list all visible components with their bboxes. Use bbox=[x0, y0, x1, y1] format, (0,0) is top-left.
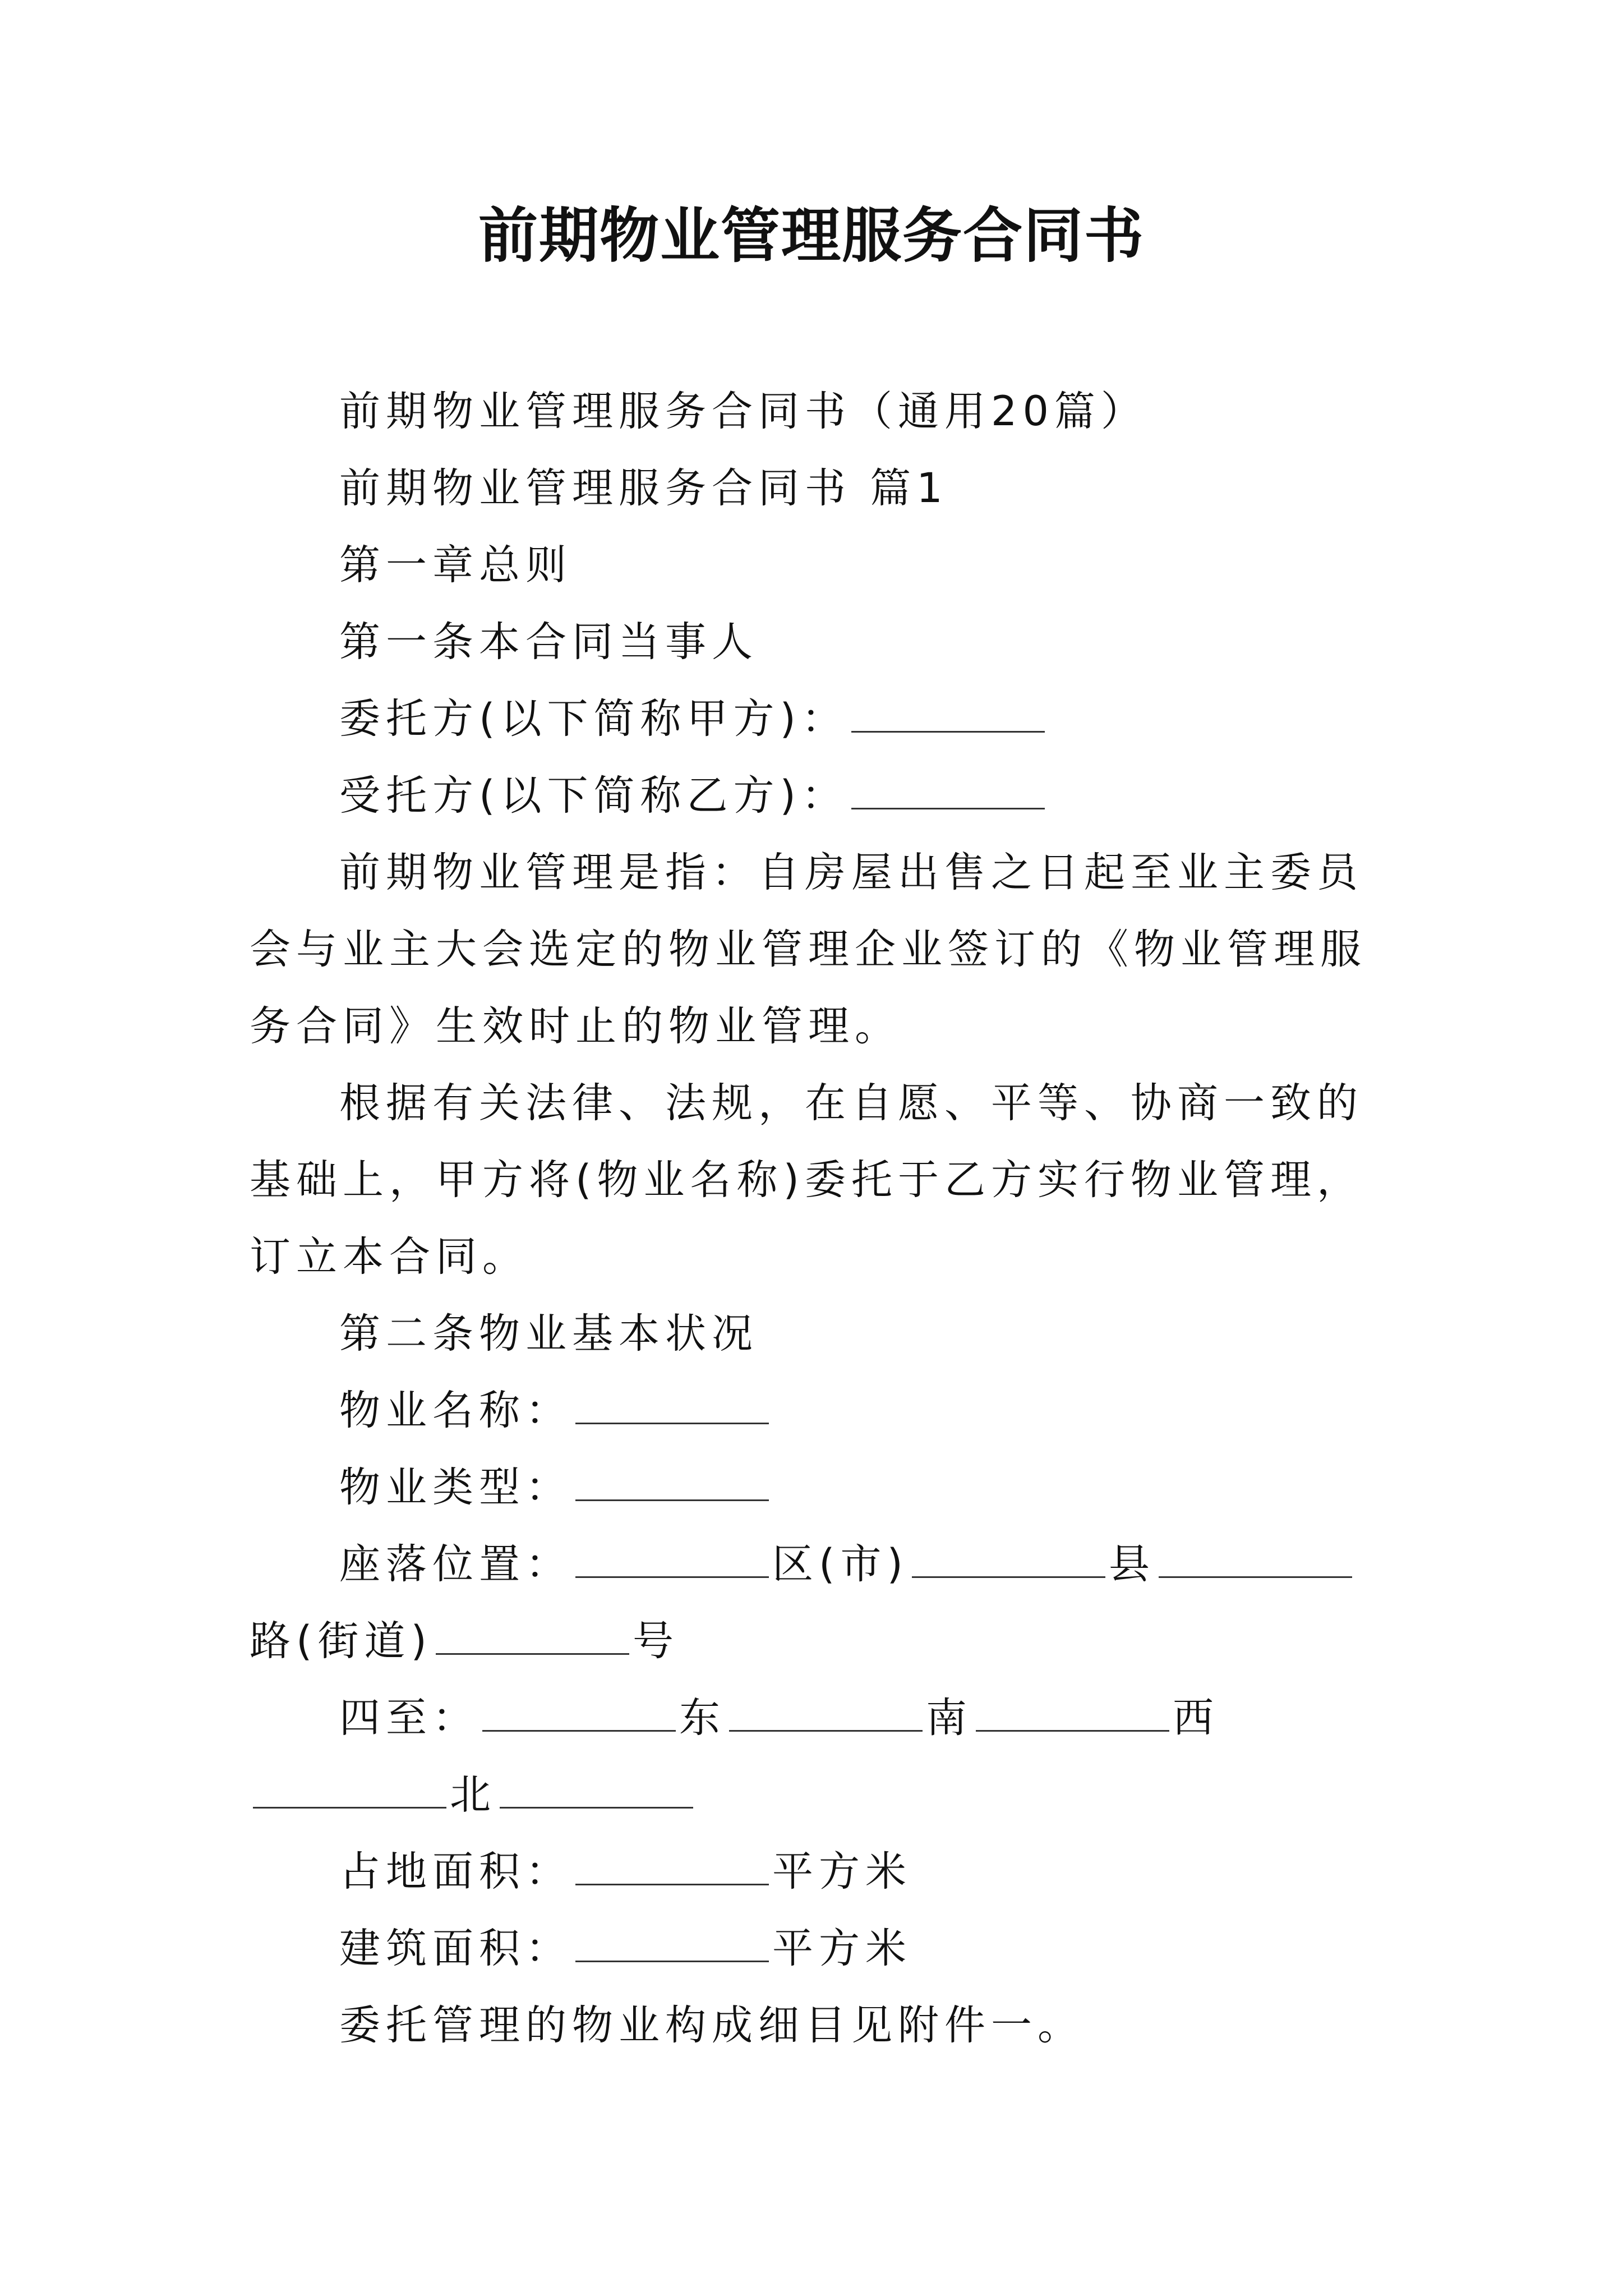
bounds-blank-5 bbox=[500, 1805, 693, 1809]
land-area-line bbox=[250, 1833, 1388, 1910]
land-area-label: 占地面积： bbox=[339, 1848, 572, 1895]
location-road: 路(街道) bbox=[250, 1617, 432, 1665]
location-blank-2 bbox=[912, 1574, 1105, 1578]
party-b-line bbox=[250, 757, 1388, 834]
bounds-line bbox=[250, 1680, 1388, 1833]
building-area-line bbox=[250, 1910, 1388, 1987]
building-area-label: 建筑面积： bbox=[339, 1925, 572, 1972]
building-area-unit: 平方米 bbox=[772, 1925, 912, 1972]
bounds-blank-2 bbox=[729, 1728, 923, 1732]
bounds-blank-1 bbox=[482, 1728, 676, 1732]
document-title: 前期物业管理服务合同书 bbox=[478, 200, 1145, 270]
location-blank-4 bbox=[436, 1651, 629, 1655]
location-blank-1 bbox=[575, 1574, 769, 1578]
definition-paragraph: 前期物业管理是指：自房屋出售之日起至业主委员会与业主大会选定的物业管理企业签订的《物业管理服务合同》生效时止的物业管理。 bbox=[250, 849, 1367, 1050]
subtitle-line: 前期物业管理服务合同书（通用20篇） bbox=[339, 388, 1147, 435]
party-a-line bbox=[250, 680, 1388, 757]
location-district: 区(市) bbox=[772, 1540, 909, 1588]
property-name-blank bbox=[575, 1420, 769, 1424]
bound-south: 南 bbox=[926, 1694, 972, 1742]
party-a-label: 委托方(以下简称甲方)： bbox=[339, 695, 848, 743]
property-type-blank bbox=[575, 1497, 769, 1501]
bounds-label: 四至： bbox=[339, 1694, 479, 1742]
bound-east: 东 bbox=[679, 1694, 726, 1742]
property-name-label: 物业名称： bbox=[339, 1387, 572, 1434]
location-blank-3 bbox=[1159, 1574, 1352, 1578]
document-body bbox=[250, 373, 1388, 2064]
article-1-heading: 第一条本合同当事人 bbox=[339, 618, 758, 666]
basis-paragraph: 根据有关法律、法规，在自愿、平等、协商一致的基础上，甲方将(物业名称)委托于乙方实行物业管理，订立本合同。 bbox=[250, 1079, 1363, 1281]
party-b-blank bbox=[851, 806, 1045, 809]
building-area-blank bbox=[575, 1958, 769, 1962]
location-county: 县 bbox=[1108, 1540, 1155, 1588]
bound-north: 北 bbox=[450, 1771, 496, 1819]
land-area-blank bbox=[575, 1881, 769, 1885]
party-b-label: 受托方(以下简称乙方)： bbox=[339, 772, 848, 820]
bounds-blank-3 bbox=[976, 1728, 1169, 1732]
bounds-blank-4 bbox=[253, 1805, 446, 1809]
party-a-blank bbox=[851, 729, 1045, 733]
location-label: 座落位置： bbox=[339, 1540, 572, 1588]
property-name-line bbox=[250, 1372, 1388, 1449]
part-heading: 前期物业管理服务合同书 篇1 bbox=[339, 464, 948, 512]
location-number: 号 bbox=[632, 1617, 679, 1665]
bound-west: 西 bbox=[1173, 1694, 1219, 1742]
appendix-line: 委托管理的物业构成细目见附件一。 bbox=[339, 2001, 1084, 2049]
land-area-unit: 平方米 bbox=[772, 1848, 912, 1895]
property-type-line bbox=[250, 1449, 1388, 1526]
article-2-heading: 第二条物业基本状况 bbox=[339, 1310, 758, 1358]
location-line bbox=[250, 1526, 1388, 1680]
chapter-heading: 第一章总则 bbox=[339, 541, 572, 589]
property-type-label: 物业类型： bbox=[339, 1464, 572, 1511]
